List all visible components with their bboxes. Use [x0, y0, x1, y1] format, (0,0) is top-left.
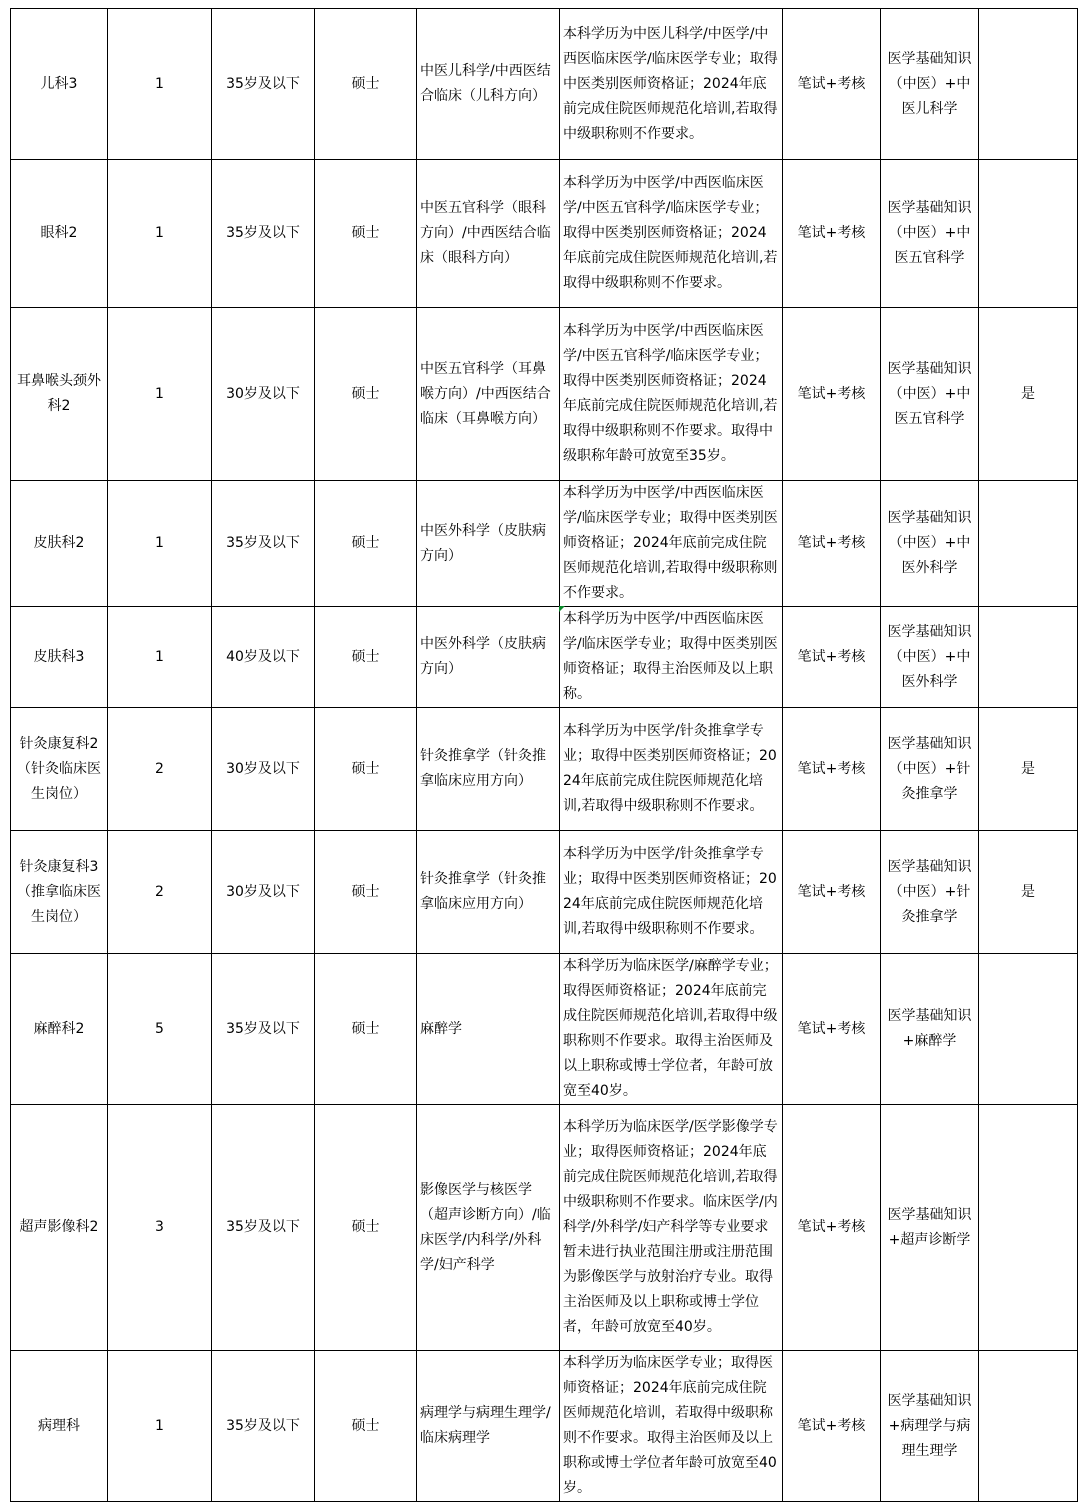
exam-subject-cell: 医学基础知识（中医）+中医儿科学: [881, 9, 979, 160]
headcount-cell: 1: [108, 1351, 212, 1502]
major-cell: 中医五官科学（眼科方向）/中西医结合临床（眼科方向）: [417, 160, 560, 308]
degree-cell: 硕士: [315, 308, 417, 481]
flag-cell: [979, 954, 1078, 1105]
headcount-cell: 1: [108, 9, 212, 160]
age-cell: 30岁及以下: [212, 708, 315, 831]
requirement-cell: [560, 607, 783, 708]
table-row: [11, 481, 1078, 607]
table-row: [11, 1105, 1078, 1351]
degree-cell: 硕士: [315, 607, 417, 708]
headcount-cell: 2: [108, 831, 212, 954]
exam-subject-cell: 医学基础知识（中医）+中医五官科学: [881, 160, 979, 308]
exam-method-cell: 笔试+考核: [783, 708, 881, 831]
headcount-cell: 1: [108, 481, 212, 607]
department-cell: 儿科3: [11, 9, 108, 160]
table-row: [11, 954, 1078, 1105]
exam-method-cell: 笔试+考核: [783, 954, 881, 1105]
recruitment-table: [10, 8, 1078, 1502]
exam-method-cell: 笔试+考核: [783, 1351, 881, 1502]
exam-subject-cell: 医学基础知识+病理学与病理生理学: [881, 1351, 979, 1502]
requirement-cell: 本科学历为临床医学专业；取得医师资格证；2024年底前完成住院医师规范化培训，若取得中级职称则不作要求。取得主治医师及以上职称或博士学位者年龄可放宽至40岁。: [560, 1351, 783, 1502]
department-cell: 超声影像科2: [11, 1105, 108, 1351]
degree-cell: 硕士: [315, 954, 417, 1105]
requirement-cell: 本科学历为临床医学/麻醉学专业；取得医师资格证；2024年底前完成住院医师规范化培训,若取得中级职称则不作要求。取得主治医师及以上职称或博士学位者，年龄可放宽至40岁。: [560, 954, 783, 1105]
department-cell: 眼科2: [11, 160, 108, 308]
table-row: [11, 160, 1078, 308]
table-row: [11, 1351, 1078, 1502]
headcount-cell: 5: [108, 954, 212, 1105]
major-cell: 中医儿科学/中西医结合临床（儿科方向）: [417, 9, 560, 160]
major-cell: 中医五官科学（耳鼻喉方向）/中西医结合临床（耳鼻喉方向）: [417, 308, 560, 481]
flag-cell: 是: [979, 708, 1078, 831]
flag-cell: [979, 160, 1078, 308]
exam-method-cell: 笔试+考核: [783, 481, 881, 607]
major-cell: 中医外科学（皮肤病方向）: [417, 481, 560, 607]
department-cell: 病理科: [11, 1351, 108, 1502]
degree-cell: 硕士: [315, 9, 417, 160]
table-row: [11, 308, 1078, 481]
age-cell: 30岁及以下: [212, 308, 315, 481]
age-cell: 40岁及以下: [212, 607, 315, 708]
exam-subject-cell: 医学基础知识+麻醉学: [881, 954, 979, 1105]
exam-subject-cell: 医学基础知识（中医）+中医外科学: [881, 481, 979, 607]
cell-comment-marker: [559, 606, 565, 612]
exam-subject-cell: 医学基础知识（中医）+中医五官科学: [881, 308, 979, 481]
requirement-cell: 本科学历为中医学/中西医临床医学/中医五官科学/临床医学专业；取得中医类别医师资格证；2024年底前完成住院医师规范化培训,若取得中级职称则不作要求。取得中级职称年龄可放宽至35岁。: [560, 308, 783, 481]
requirement-cell: 本科学历为中医学/针灸推拿学专业；取得中医类别医师资格证；2024年底前完成住院医师规范化培训,若取得中级职称则不作要求。: [560, 831, 783, 954]
degree-cell: 硕士: [315, 831, 417, 954]
degree-cell: 硕士: [315, 1105, 417, 1351]
headcount-cell: 1: [108, 308, 212, 481]
major-cell: 影像医学与核医学（超声诊断方向）/临床医学/内科学/外科学/妇产科学: [417, 1105, 560, 1351]
department-cell: 针灸康复科3（推拿临床医生岗位）: [11, 831, 108, 954]
exam-method-cell: 笔试+考核: [783, 9, 881, 160]
requirement-cell: 本科学历为中医学/中西医临床医学/临床医学专业；取得中医类别医师资格证；2024年底前完成住院医师规范化培训,若取得中级职称则不作要求。: [560, 481, 783, 607]
exam-method-cell: 笔试+考核: [783, 831, 881, 954]
degree-cell: 硕士: [315, 481, 417, 607]
degree-cell: 硕士: [315, 160, 417, 308]
exam-subject-cell: 医学基础知识（中医）+针灸推拿学: [881, 708, 979, 831]
flag-cell: [979, 1105, 1078, 1351]
headcount-cell: 1: [108, 607, 212, 708]
department-cell: 耳鼻喉头颈外科2: [11, 308, 108, 481]
department-cell: 针灸康复科2（针灸临床医生岗位）: [11, 708, 108, 831]
table-row: [11, 9, 1078, 160]
degree-cell: 硕士: [315, 1351, 417, 1502]
department-cell: 麻醉科2: [11, 954, 108, 1105]
age-cell: 35岁及以下: [212, 9, 315, 160]
major-cell: 针灸推拿学（针灸推拿临床应用方向）: [417, 831, 560, 954]
requirement-cell: 本科学历为临床医学/医学影像学专业；取得医师资格证；2024年底前完成住院医师规范化培训,若取得中级职称则不作要求。临床医学/内科学/外科学/妇产科学等专业要求暂未进行执业范围注册或注册范围为影像医学与放射治疗专业。取得主治医师及以上职称或博士学位者，年龄可放宽至40岁。: [560, 1105, 783, 1351]
age-cell: 35岁及以下: [212, 1105, 315, 1351]
flag-cell: [979, 1351, 1078, 1502]
major-cell: 麻醉学: [417, 954, 560, 1105]
requirement-cell: 本科学历为中医学/中西医临床医学/中医五官科学/临床医学专业；取得中医类别医师资格证；2024年底前完成住院医师规范化培训,若取得中级职称则不作要求。: [560, 160, 783, 308]
department-cell: 皮肤科2: [11, 481, 108, 607]
table-row: [11, 607, 1078, 708]
flag-cell: 是: [979, 308, 1078, 481]
age-cell: 35岁及以下: [212, 160, 315, 308]
flag-cell: 是: [979, 831, 1078, 954]
headcount-cell: 1: [108, 160, 212, 308]
major-cell: 病理学与病理生理学/临床病理学: [417, 1351, 560, 1502]
age-cell: 30岁及以下: [212, 831, 315, 954]
age-cell: 35岁及以下: [212, 954, 315, 1105]
exam-method-cell: 笔试+考核: [783, 1105, 881, 1351]
requirement-cell: 本科学历为中医学/针灸推拿学专业；取得中医类别医师资格证；2024年底前完成住院医师规范化培训,若取得中级职称则不作要求。: [560, 708, 783, 831]
major-cell: 中医外科学（皮肤病方向）: [417, 607, 560, 708]
major-cell: 针灸推拿学（针灸推拿临床应用方向）: [417, 708, 560, 831]
requirement-cell: 本科学历为中医儿科学/中医学/中西医临床医学/临床医学专业；取得中医类别医师资格证；2024年底前完成住院医师规范化培训,若取得中级职称则不作要求。: [560, 9, 783, 160]
exam-method-cell: 笔试+考核: [783, 308, 881, 481]
table-row: [11, 708, 1078, 831]
age-cell: 35岁及以下: [212, 1351, 315, 1502]
exam-method-cell: 笔试+考核: [783, 607, 881, 708]
exam-subject-cell: 医学基础知识+超声诊断学: [881, 1105, 979, 1351]
department-cell: 皮肤科3: [11, 607, 108, 708]
exam-subject-cell: 医学基础知识（中医）+中医外科学: [881, 607, 979, 708]
flag-cell: [979, 607, 1078, 708]
requirement-text: 本科学历为中医学/中西医临床医学/临床医学专业；取得中医类别医师资格证；取得主治医师及以上职称。: [563, 611, 778, 702]
flag-cell: [979, 481, 1078, 607]
exam-method-cell: 笔试+考核: [783, 160, 881, 308]
age-cell: 35岁及以下: [212, 481, 315, 607]
table-row: [11, 831, 1078, 954]
flag-cell: [979, 9, 1078, 160]
headcount-cell: 2: [108, 708, 212, 831]
degree-cell: 硕士: [315, 708, 417, 831]
headcount-cell: 3: [108, 1105, 212, 1351]
exam-subject-cell: 医学基础知识（中医）+针灸推拿学: [881, 831, 979, 954]
